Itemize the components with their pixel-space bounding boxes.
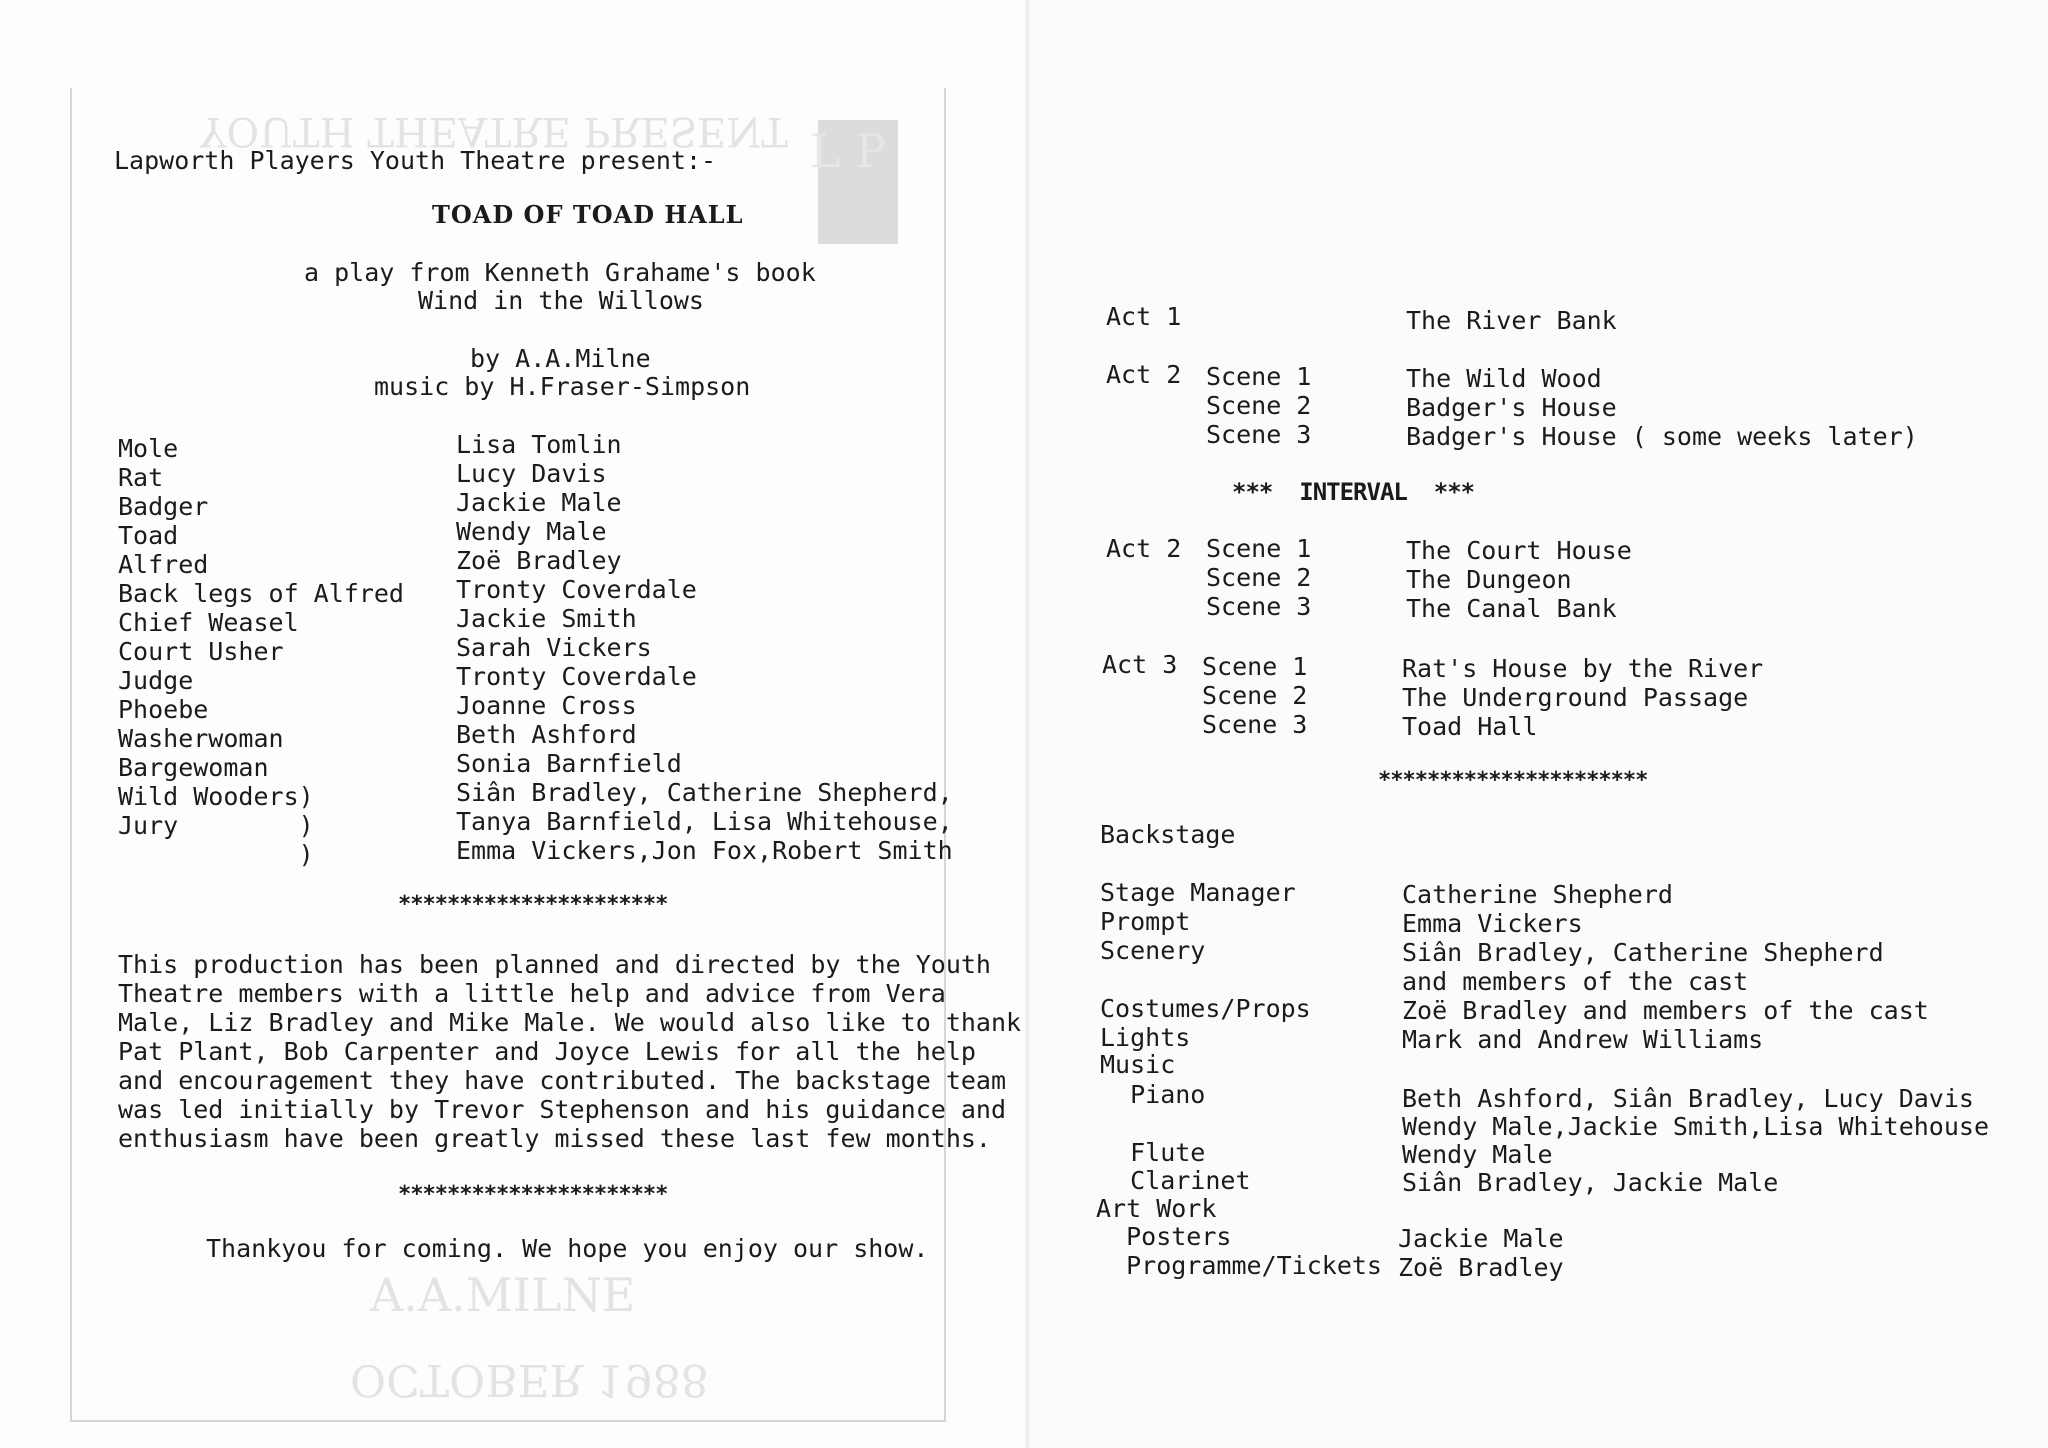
- scene-place: The Underground Passage: [1402, 683, 1749, 712]
- cast-role: Rat: [118, 463, 164, 492]
- scene-place: The Dungeon: [1406, 565, 1572, 594]
- interval-marker: *** INTERVAL ***: [1232, 478, 1475, 506]
- cast-actor: Beth Ashford: [456, 720, 637, 749]
- acknowledgements-paragraph: [118, 950, 1021, 1153]
- crew-role: Piano: [1100, 1080, 1206, 1109]
- crew-role: Stage Manager: [1100, 878, 1296, 907]
- cast-actor: Joanne Cross: [456, 691, 637, 720]
- cast-role: Chief Weasel: [118, 608, 299, 637]
- show-through-author: A.A.MILNE: [370, 1268, 636, 1322]
- scene-number: Scene 3: [1202, 710, 1308, 739]
- cast-actor: Emma Vickers,Jon Fox,Robert Smith: [456, 836, 953, 865]
- scene-place: The Canal Bank: [1406, 594, 1617, 623]
- scene-number: Scene 2: [1202, 681, 1308, 710]
- cast-actor: Tronty Coverdale: [456, 575, 697, 604]
- paragraph-line: was led initially by Trevor Stephenson and his guidance and: [118, 1095, 1007, 1124]
- crew-name: Jackie Male: [1398, 1224, 1564, 1253]
- paragraph-line: Pat Plant, Bob Carpenter and Joyce Lewis for all the help: [118, 1037, 976, 1066]
- divider-stars: **********************: [1378, 768, 1648, 793]
- crew-role: Programme/Tickets: [1096, 1251, 1382, 1280]
- cast-role: Alfred: [118, 550, 209, 579]
- scene-place: The River Bank: [1406, 306, 1617, 335]
- scene-number: Scene 2: [1206, 563, 1312, 592]
- divider-stars: **********************: [398, 892, 668, 917]
- cast-role: Jury ): [118, 811, 314, 840]
- crew-role: Scenery: [1100, 936, 1206, 965]
- cast-role: Washerwoman: [118, 724, 284, 753]
- scene-place: The Court House: [1406, 536, 1632, 565]
- crew-name: Catherine Shepherd: [1402, 880, 1673, 909]
- cast-role: ): [118, 840, 314, 869]
- crew-name: Emma Vickers: [1402, 909, 1583, 938]
- cast-role: Phoebe: [118, 695, 209, 724]
- divider-stars: **********************: [398, 1182, 668, 1207]
- cast-actor: Jackie Smith: [456, 604, 637, 633]
- show-through-logo-letters: L P: [810, 124, 887, 178]
- scene-place: Rat's House by the River: [1402, 654, 1764, 683]
- cast-role: Wild Wooders): [118, 782, 314, 811]
- crew-name: Wendy Male: [1402, 1140, 1553, 1169]
- play-title: TOAD OF TOAD HALL: [432, 200, 744, 229]
- programme-right-page: [1030, 0, 2048, 1448]
- crew-name: and members of the cast: [1402, 967, 1749, 996]
- paragraph-line: Theatre members with a little help and advice from Vera: [118, 979, 946, 1008]
- crew-name: Siân Bradley, Jackie Male: [1402, 1168, 1779, 1197]
- scene-place: Badger's House: [1406, 393, 1617, 422]
- crew-role: Clarinet: [1100, 1166, 1251, 1195]
- paragraph-line: This production has been planned and directed by the Youth: [118, 950, 991, 979]
- crew-name: Wendy Male,Jackie Smith,Lisa Whitehouse: [1402, 1112, 1989, 1141]
- crew-role: Art Work: [1096, 1194, 1217, 1223]
- crew-name: Zoë Bradley: [1398, 1253, 1564, 1282]
- thank-you-line: Thankyou for coming. We hope you enjoy our show.: [206, 1234, 929, 1263]
- scene-number: Scene 3: [1206, 420, 1312, 449]
- cast-actor: Wendy Male: [456, 517, 607, 546]
- act-label: Act 2: [1106, 360, 1182, 389]
- cast-role: Judge: [118, 666, 194, 695]
- scene-place: Toad Hall: [1402, 712, 1538, 741]
- intro-line: Lapworth Players Youth Theatre present:-: [114, 146, 717, 175]
- cast-role: Toad: [118, 521, 179, 550]
- scene-place: Badger's House ( some weeks later): [1406, 422, 1918, 451]
- scene-number: Scene 3: [1206, 592, 1312, 621]
- music-credit: music by H.Fraser-Simpson: [374, 372, 751, 401]
- scene-number: Scene 1: [1206, 362, 1312, 391]
- cast-actor: Tronty Coverdale: [456, 662, 697, 691]
- crew-name: Zoë Bradley and members of the cast: [1402, 996, 1929, 1025]
- crew-role: Lights: [1100, 1023, 1191, 1052]
- scene-place: The Wild Wood: [1406, 364, 1602, 393]
- paragraph-line: enthusiasm have been greatly missed these last few months.: [118, 1124, 991, 1153]
- crew-role: Prompt: [1100, 907, 1191, 936]
- cast-role: Badger: [118, 492, 209, 521]
- cast-actor: Zoë Bradley: [456, 546, 622, 575]
- crew-role: Music: [1100, 1050, 1176, 1079]
- cast-actor: Jackie Male: [456, 488, 622, 517]
- cast-actor: Sonia Barnfield: [456, 749, 682, 778]
- show-through-date: OCTOBER 1988: [350, 1354, 709, 1405]
- cast-role: Court Usher: [118, 637, 284, 666]
- crew-name: Beth Ashford, Siân Bradley, Lucy Davis: [1402, 1084, 1974, 1113]
- crew-role: Posters: [1096, 1222, 1232, 1251]
- act-label: Act 2: [1106, 534, 1182, 563]
- scene-number: Scene 1: [1206, 534, 1312, 563]
- author-line: by A.A.Milne: [470, 344, 651, 373]
- act-label: Act 3: [1102, 650, 1178, 679]
- scene-number: Scene 2: [1206, 391, 1312, 420]
- crew-name: Siân Bradley, Catherine Shepherd: [1402, 938, 1884, 967]
- cast-role: Bargewoman: [118, 753, 269, 782]
- crew-role: Costumes/Props: [1100, 994, 1311, 1023]
- crew-name: Mark and Andrew Williams: [1402, 1025, 1764, 1054]
- paragraph-line: and encouragement they have contributed. The backstage team: [118, 1066, 1007, 1095]
- backstage-heading: Backstage: [1100, 820, 1236, 849]
- subtitle-willows: Wind in the Willows: [418, 286, 704, 315]
- cast-role: Back legs of Alfred: [118, 579, 404, 608]
- paragraph-line: Male, Liz Bradley and Mike Male. We would also like to thank: [118, 1008, 1022, 1037]
- cast-actor: Siân Bradley, Catherine Shepherd,: [456, 778, 953, 807]
- scene-number: Scene 1: [1202, 652, 1308, 681]
- cast-actor: Tanya Barnfield, Lisa Whitehouse,: [456, 807, 953, 836]
- subtitle-book: a play from Kenneth Grahame's book: [304, 258, 816, 287]
- cast-role: Mole: [118, 434, 179, 463]
- cast-actor: Lucy Davis: [456, 459, 607, 488]
- show-through-heading: YOUTH THEATRE PRESENT: [200, 108, 788, 154]
- cast-actor: Sarah Vickers: [456, 633, 652, 662]
- act-label: Act 1: [1106, 302, 1182, 331]
- crew-role: Flute: [1100, 1138, 1206, 1167]
- cast-actor: Lisa Tomlin: [456, 430, 622, 459]
